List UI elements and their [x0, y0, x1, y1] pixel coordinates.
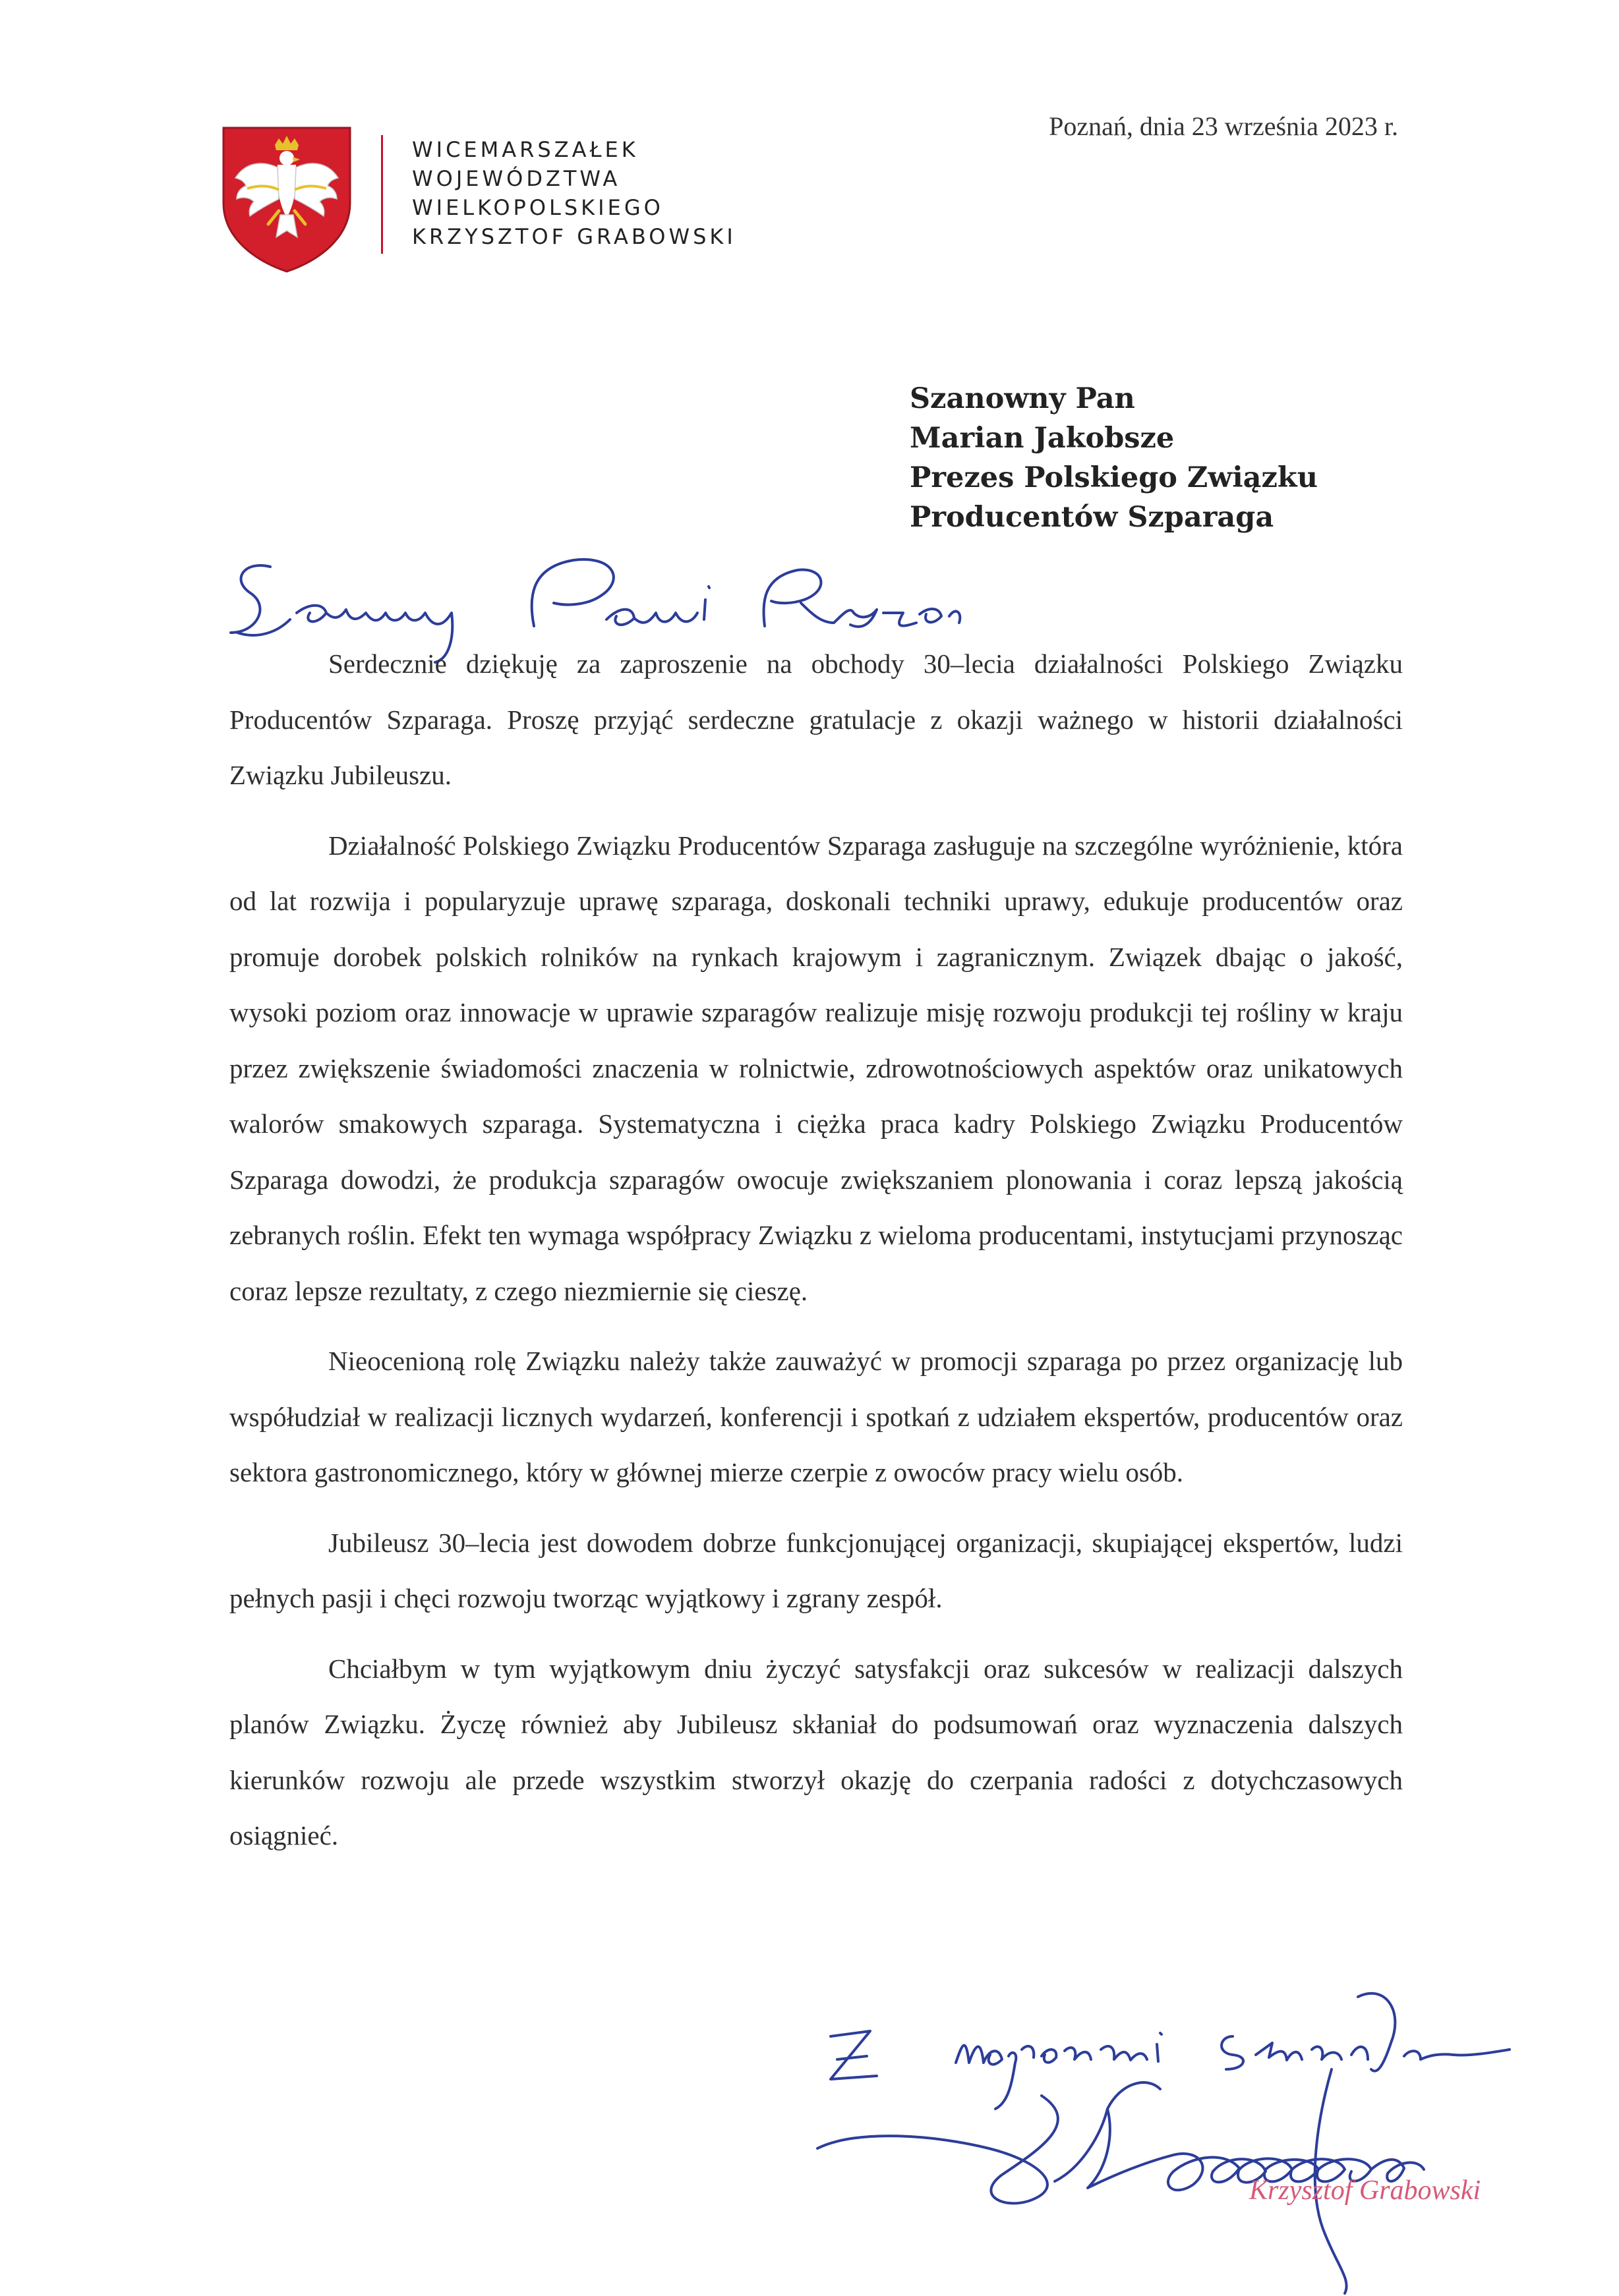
issuer-line: KRZYSZTOF GRABOWSKI: [412, 224, 736, 249]
recipient-line: Producentów Szparaga: [910, 501, 1274, 534]
header-divider: [381, 135, 383, 254]
body-paragraph: Serdecznie dziękuję za zaproszenie na obchody 30–lecia działalności Polskiego Związku Producentów Szparaga. Proszę przyjąć serdeczne gratulacje z okazji ważnego w historii działalności Związku Jubileuszu.: [229, 648, 1403, 790]
recipient-line: Szanowny Pan: [910, 382, 1135, 415]
body-paragraph: Działalność Polskiego Związku Producentów Szparaga zasługuje na szczególne wyróżnienie, która od lat rozwija i popularyzuje uprawę szparaga, doskonali techniki uprawy, edukuje producentów oraz promuje dorobek polskich rolników na rynkach krajowym i zagranicznym. Związek dbając o jakość, wysoki poziom oraz innowacje w uprawie szparagów realizuje misję rozwoju produkcji tej rośliny w kraju przez zwiększenie świadomości znaczenia w rolnictwie, zdrowotnościowych aspektów oraz unikatowych walorów smakowych szparaga. Systematyczna i ciężka praca kadry Polskiego Związku Producentów Szparaga dowodzi, że produkcja szparagów owocuje zwiększaniem plonowania i coraz lepszą jakością zebranych roślin. Efekt ten wymaga współpracy Związku z wieloma producentami, instytucjami przynosząc coraz lepsze rezultaty, z czego niezmiernie się cieszę.: [229, 830, 1403, 1306]
letter-body: [229, 636, 1403, 1878]
white-eagle-crest-icon: [221, 125, 353, 273]
recipient-block: [910, 379, 1318, 537]
body-paragraph: Chciałbym w tym wyjątkowym dniu życzyć satysfakcji oraz sukcesów w realizacji dalszych planów Związku. Życzę również aby Jubileusz skłaniał do podsumowań oraz wyznaczenia dalszych kierunków rozwoju ale przede wszystkim stworzył okazję do czerpania radości z dotychczasowych osiągnieć.: [229, 1653, 1403, 1851]
recipient-line: Marian Jakobsze: [910, 422, 1175, 455]
issuer-line: WICEMARSZAŁEK: [412, 137, 639, 162]
issuer-line: WIELKOPOLSKIEGO: [412, 195, 664, 220]
issuer-line: WOJEWÓDZTWA: [412, 166, 621, 191]
body-paragraph: Nieocenioną rolę Związku należy także zauważyć w promocji szparaga po przez organizację lub współudział w realizacji licznych wydarzeń, konferencji i spotkań z udziałem ekspertów, producentów oraz sektora gastronomicznego, który w głównej mierze czerpie z owoców pracy wielu osób.: [229, 1346, 1403, 1487]
handwritten-signature-icon: [804, 2017, 1556, 2296]
recipient-line: Prezes Polskiego Związku: [910, 461, 1318, 494]
body-paragraph: Jubileusz 30–lecia jest dowodem dobrze funkcjonującej organizacji, skupiającej ekspertów, ludzi pełnych pasji i chęci rozwoju tworząc wyjątkowy i zgrany zespół.: [229, 1527, 1403, 1613]
place-date: Poznań, dnia 23 września 2023 r.: [1049, 111, 1398, 141]
issuer-title: [412, 135, 736, 251]
signer-name-stamp: Krzysztof Grabowski: [1249, 2175, 1481, 2206]
